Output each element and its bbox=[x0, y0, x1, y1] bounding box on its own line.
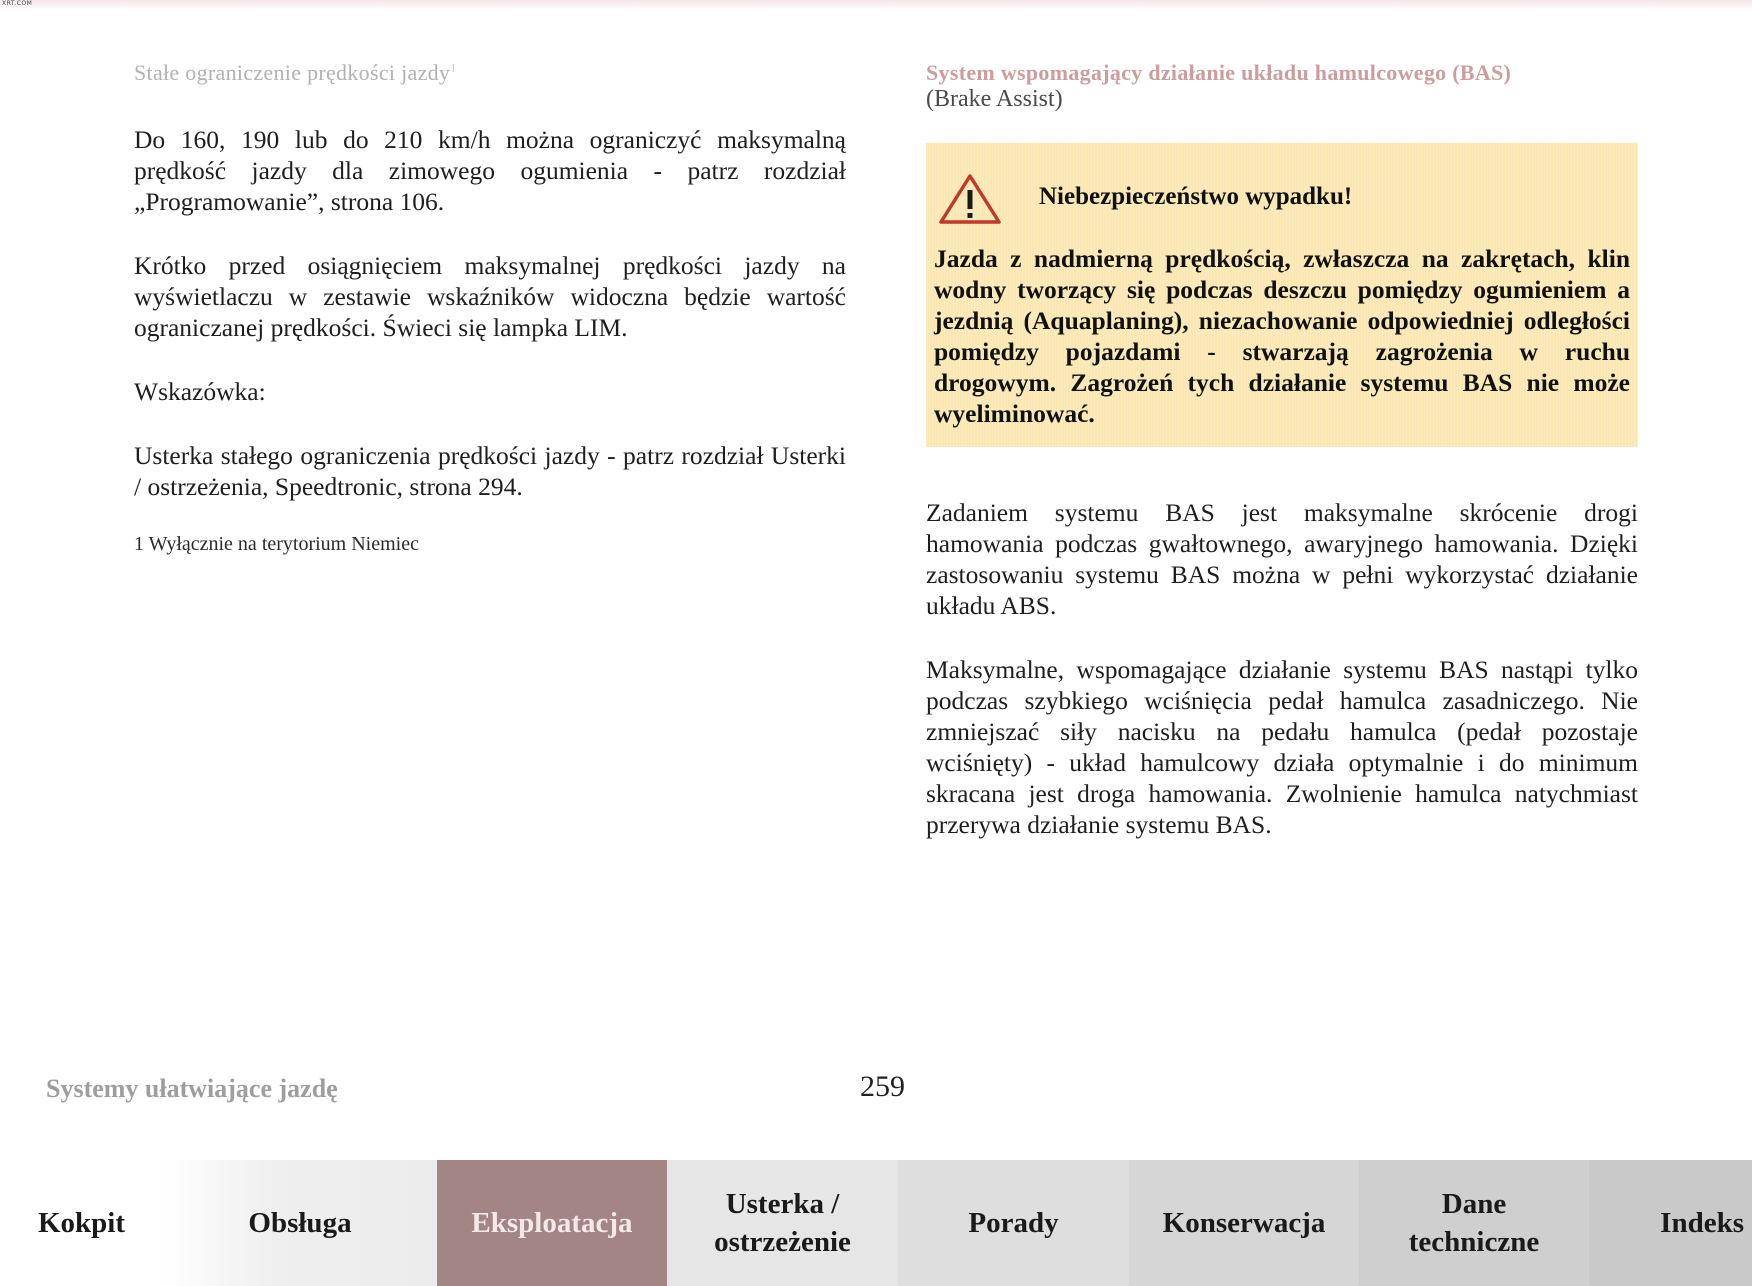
page-number: 259 bbox=[860, 1070, 905, 1103]
chapter-tab-bar bbox=[0, 1160, 1752, 1286]
tab-konserwacja[interactable]: Konserwacja bbox=[1129, 1160, 1359, 1286]
warning-box bbox=[926, 143, 1638, 447]
paragraph-fault-reference: Usterka stałego ograniczenia prędkości jazdy - patrz rozdział Usterki / ostrzeżenia, Speedtronic, strona 294. bbox=[134, 441, 846, 501]
warning-title: Niebezpieczeństwo wypadku! bbox=[1039, 183, 1353, 210]
tab-kokpit[interactable]: Kokpit bbox=[0, 1160, 163, 1286]
tab-eksploatacja[interactable]: Eksploatacja bbox=[437, 1160, 667, 1286]
running-footer-title: Systemy ułatwiające jazdę bbox=[46, 1074, 338, 1103]
left-column bbox=[134, 60, 846, 556]
paragraph-hint-label: Wskazówka: bbox=[134, 377, 266, 406]
tab-dane-techniczne[interactable]: Dane techniczne bbox=[1359, 1160, 1589, 1286]
paragraph-lim-lamp: Krótko przed osiągnięciem maksymalnej prędkości jazdy na wyświetlaczu w zestawie wskaźników widoczna będzie wartość ograniczanej prędkości. Świeci się lampka LIM. bbox=[134, 251, 846, 342]
footnote-marker: 1 bbox=[450, 60, 457, 75]
tab-porady[interactable]: Porady bbox=[898, 1160, 1129, 1286]
right-column bbox=[926, 60, 1638, 873]
paragraph-bas-operation: Maksymalne, wspomagające działanie systemu BAS nastąpi tylko podczas szybkiego wciśnięcia pedał hamulca zasadniczego. Nie zmniejszać siły nacisku na pedału hamulca (pedał pozostaje wciśnięty) - układ hamulcowy działa optymalnie i do minimum skracana jest droga hamowania. Zwolnienie hamulca natychmiast przerywa działanie systemu BAS. bbox=[926, 655, 1638, 839]
tab-indeks[interactable]: Indeks bbox=[1589, 1160, 1752, 1286]
section-title-speed-limit bbox=[134, 60, 846, 86]
section-title-bas: System wspomagający działanie układu hamulcowego (BAS) bbox=[926, 60, 1512, 85]
tab-obsluga[interactable]: Obsługa bbox=[163, 1160, 437, 1286]
paragraph-winter-tires: Do 160, 190 lub do 210 km/h można ograniczyć maksymalną prędkość jazdy dla zimowego ogumienia - patrz rozdział „Programowanie”, strona 106. bbox=[134, 125, 846, 216]
paragraph-bas-purpose: Zadaniem systemu BAS jest maksymalne skrócenie drogi hamowania podczas gwałtownego, awaryjnego hamowania. Dzięki zastosowaniu systemu BAS można w pełni wykorzystać działanie układu ABS. bbox=[926, 498, 1638, 620]
top-edge-tint bbox=[0, 0, 1752, 10]
section-subtitle-brake-assist: (Brake Assist) bbox=[926, 86, 1063, 112]
section-title-text: Stałe ograniczenie prędkości jazdy bbox=[134, 60, 451, 85]
warning-text: Jazda z nadmierną prędkością, zwłaszcza na zakrętach, klin wodny tworzący się podczas deszczu pomiędzy ogumieniem a jezdnią (Aquaplaning), niezachowanie odpowiedniej odległości pomiędzy pojazdami - stwarzają zagrożenia w ruchu drogowym. Zagrożeń tych działanie systemu BAS nie może wyeliminować. bbox=[934, 244, 1630, 428]
warning-triangle-icon bbox=[938, 173, 1002, 225]
watermark: XRT.COM bbox=[2, 0, 33, 7]
tab-usterka-ostrzezenie[interactable]: Usterka / ostrzeżenie bbox=[667, 1160, 898, 1286]
footnote: 1 Wyłącznie na terytorium Niemiec bbox=[134, 533, 419, 555]
